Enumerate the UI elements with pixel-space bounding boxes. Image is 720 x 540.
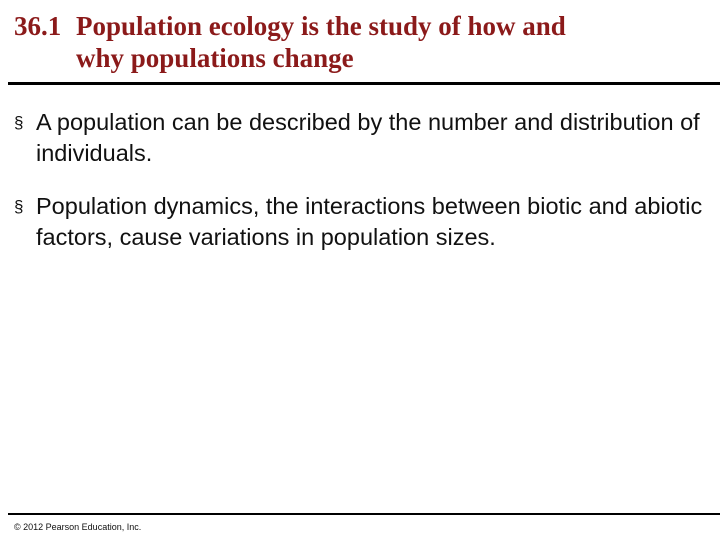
square-bullet-icon: § [14, 113, 24, 132]
square-bullet-icon: § [14, 197, 24, 216]
bullet-text: Population dynamics, the interactions between biotic and abiotic factors, cause variations in population sizes. [36, 193, 703, 250]
bullet-item [14, 191, 704, 253]
title-line-2: why populations change [76, 43, 354, 73]
title-divider [8, 82, 720, 85]
slide-title [14, 10, 704, 74]
bullet-list [14, 107, 704, 275]
section-number: 36.1 [14, 11, 62, 41]
footer-divider [8, 513, 720, 515]
title-line-1: Population ecology is the study of how and [76, 11, 566, 41]
bullet-text: A population can be described by the number and distribution of individuals. [36, 109, 700, 166]
bullet-item [14, 107, 704, 169]
copyright-footer: © 2012 Pearson Education, Inc. [14, 522, 142, 532]
